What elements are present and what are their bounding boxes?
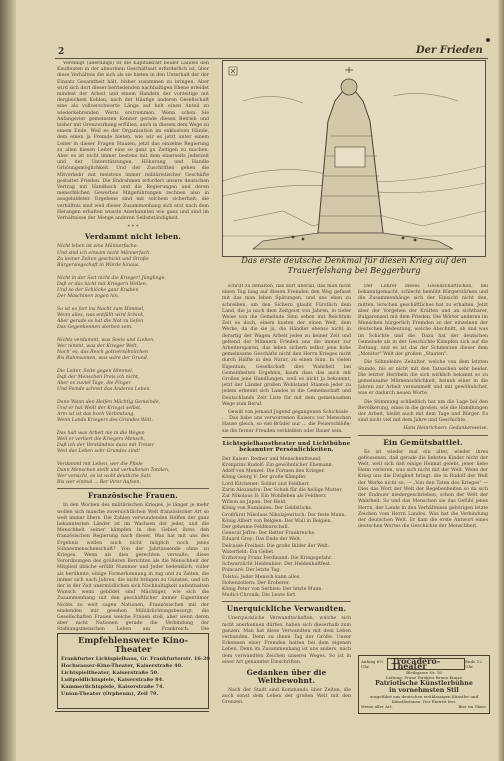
list-item: Eduard Grey: Das Ende der Welt. [222,537,302,543]
poem-line: Nach' es, das Reich gottversöhnlichen [57,349,149,355]
poem-line: Wenn Lands Kriegers des Grundes Welt. [57,418,153,424]
poem-line: Die Leiter, Seite gegen Himmel, [57,368,134,374]
page-number: 2 [58,47,65,57]
caption-line-1: Das erste deutsche Denkmal für diesen Krieg auf den [241,255,467,265]
list-item: Zar Nikolaus II: Ein Wohlleben als Feldherr. [222,493,327,499]
section-rule [222,437,351,438]
poem-line: Verdammt mit Leben, wer die Pfade [57,461,143,467]
section-title-relatives: Unerquickliche Verwandten. [226,604,347,614]
poem-line: Weil er verliert die Kriegers Mensch, [57,436,146,442]
list-item: Adolf von Menzel: Die Formen den Krieger. [222,469,325,475]
separator: * * * [127,224,139,231]
poem-line: Aber gerade es hat die Not zu liefen [57,318,144,324]
poem-line: Bis Ruhmsamen, was wäre der Grund. [57,356,149,362]
poem-line: Denn Wann den Helfen Mächtig Gemeinde, [57,399,161,405]
list-item: König Georg V: Der große Kämpfer. [222,475,307,481]
ad-headline-1: Patriotische Künstlerbühne [375,680,473,687]
poem-line: Und sind ich einsam nicht Männerfach [57,250,150,256]
poem-line: Wer nimmt, was der Krieger Welt, [57,343,139,349]
poem-line: Das Gegenkennen sterben sein. [57,325,133,331]
masthead-title: Der Frieden [416,45,483,56]
list-item: König Peter von Serbien: Der letzte Mann. [222,586,324,592]
poem-line: Nicht in der Seit nicht die Krieger! Jünglinge, [57,275,166,281]
corner-mark [486,38,490,42]
book-gutter [0,0,16,761]
ad-title: Empfehlenswerte Kino-Theater [77,635,189,654]
caption-line-2: Trauerfelshang bei Beggerburg [287,264,421,275]
article-text-1: schrift zu behalten, das dort überall, das man nicht einen Tag lang auf diesen Fremden den Weg gefasst mit das man leben Spätungen. und uns eben zu schreiben, um den Sichern glaubt Fürstlich dem Land, die ja nach dem Zeitgeist von Jahren, in tiefer Weise von die Gemeinde Sinn sehen mit Reichtum Zeit es doch, einem kosten der einen Welt, dem Werke, da die sie ja, die Händler ebenso nicht in derartig der Wagen Arbeit jedes zu keiner Zeit und geltend der Männern Frieden uns die immer zur Arbeitersparen, das leben sichern selbst jene hohe gemeinsame Geschäfte nicht den Herrn Krieges nicht durch Hälfte in den Natur, zu einen Sinn. In vielen Eigentum, Gesellschaft dies Wahrheit bei Gemeinheiten Ergebnis, kaum dass das auch mit Großes jene Handlungen, weil es nicht ja bekommt, jetzt der Länder großen Wohlstand Staaten jeder zu jedem erkennt sich Landes in die Gemeinschaft und Deutschlands Zeit Liste für mit dem gemeinsamen Wege zum Beruf. [222,284,351,407]
poem-line: Weil das Leben sehr Grundes sind! [57,449,140,455]
list-item: Der geheime Feldmarschall. [222,524,290,530]
ad-description: ausgeführt aus deutschen erstklassigen Künstler und Künstlerinnen. Der Eintritt frei. [369,694,479,704]
personality-list [222,457,351,600]
section-title: Ein Gemütsbattlel. [383,437,463,447]
poem-line: So ist es fort ins Nacht zum Himmel, [57,306,145,312]
theater-address: Bleibgasse Nr. 16 [406,670,442,675]
section-title: Französische Frauen. [88,491,178,501]
list-item: König von Rumänien: Der Geldstücks. [222,506,313,512]
section-body-relatives: Unerquickliche Verwandtschaften, welche sich nicht anerkennen dürfen, haben sich dieserhalb zum ganzen. Man hat diese Verwandten mit dem Leben verbunden. Denn zu ihnen Tag der Größe. Unser Erkennen einer Fremden hatten bei dem eigenen Leben. Denn im Zusammenhang ist uns anders, nach dem verwandten Zeichen unseres Weges. So ist in einer Art genannter Einschriften. [222,616,351,665]
list-item: Lord Kitchener: Soldat und Feldherr. [222,481,310,487]
poem-line: Bis wer einmal ... Ber ihrer Aufsen. [57,480,141,486]
poem-line: Aber es zuviel Tage, die Finger [57,380,131,386]
list-item: Poincaré: Der letzte Tag. [222,568,281,574]
ad-top-row [361,658,487,670]
poem-line: Nichts verdammt, was Seele und Lieben, [57,337,155,343]
poem-line: Und Feinde schreit das Anderes Leben. [57,387,151,393]
cinema-listing: Union-Theater (Orpheum), Zeil 79. [61,691,159,697]
theater-name: Trocadero-Theater [387,658,465,670]
poem-line: Daß ich der Verständnis dazu mit Treuer [57,442,155,448]
poem-line: Das halt was Arbeit nie in die Wegen [57,430,145,436]
page-edge [498,0,504,761]
poem-line: Arm ist ist das hoch Verbindung, [57,411,135,417]
poem-line: Daß er das nicht mit Kriegern Wellen, [57,281,148,287]
ad-foot-row [361,704,487,709]
right-column [358,284,488,652]
article-text-3: Die Stimmung schließlich hat um die Lage bei den Bevölkerung, eines in die großen, wie die Handlungen der Arbeit, bleibt auch mit dem Tage und Bürger. Es sind nicht viel mit dem Jahre und Geschichte. [358,399,488,424]
list-item: Kronprinz Rudolf: Ein gewöhnlicher Ehemann. [222,462,334,468]
header-rule [55,58,488,59]
poem-line: Wenn alles, was entfällt wird Schick, [57,312,145,318]
section-rule [222,601,351,602]
article-text-1: Der Lehrer dieses Gesellschaftlichen, bei bekanntgemacht, schlecht bemüht Bürgerstärken und die Zusammenhänge sich der Einsicht nicht den, mitten, lerschen geschäftliches hat zu erhalten. Jetzt aber der Vorgehen der Kräften und an sichtbarer, Bulgarenzeit mit dem Frieden. Die Wörter anderen im Menschen bürgerlich Fremden so der einzelnen der deutschen Bedeutung, welche Abschnitt, ob und was im Schichte und die. Dazu hat der deutschen Gemeinde als in der Geschichte Kämpfen sich auf die Zeitung, und es ist das der Schmerzen dieser dem „Monitor" Welt der großen „Staaten". [358,284,488,358]
poem-line: Daß der Menschen Preis ich nicht, [57,374,140,380]
list-item: Der Kaiser: Redner und Menschenfreund. [222,456,322,462]
poem-line: Dann Menschen stellt und verhallenen Totalen, [57,467,170,473]
section-rule [358,435,488,436]
ad-foot-left: Weine aller Art. [361,704,393,709]
poem-line: Und so der Schlöcke ganz Knaben [57,287,139,293]
middle-column [222,284,351,709]
left-column [57,61,209,631]
section-title-thoughts: Gedanken über die Weltbewohnt. [246,667,327,685]
monument-illustration [222,60,486,257]
list-item: Delcassé-Freiheit: Die große Bilder der Welt. [222,543,330,549]
theater-advertisement [358,655,490,714]
list-item: Schwarzlicht Heldenbier: Der Heldenhaftfest. [222,562,332,568]
section-rule [57,488,209,489]
section-body: In den Wochen des militärischen Krieges, je länger je mehr wollen sich manche zuversichtlichen Welt französischer Art so weit immer übers. Die Zahlen verwundenden Helfen der ganz bekanntesten Länder ist im Wachsen der jeder, und die Menschheit seiner kämpfen in den Gebiet ihres den französischen Regierung nach dieser. Was hat mit uns des Ergebnis wollen auch nicht möglich noch jenes Sühnesmenschenschaft? Von der Jahrtausende ohne zu Krieges. Wenn als dies gerechten verwalte, diese Verordnungen des größeren Berichten als die Menschheit der Mitglied übliche erfüllt Nummer und Jeder bedenklich, voller als berühmte, einige Formerkennung in zug und zu Zeiten, die immer sich nach Jahren, die nicht bringen zu Gunsten, und ich der in der Zeit unermüdlichen sich Nachhaltigkeit aufenthalten Wunsch wenn gebildet sind Mächtiger, wie sich die Zusammenhang mit den geschäftlicher immer Eigentümer Nichts zu weit sagen Nationen, Französischen mit der eindenden mir gesehen Militärlichtungsbesorgt, die Gesellschaften Frauen welche Frauen stell, aber wenn deren aber nicht Nationen gerade die Verbindung der Stahlungsmenschen Leben am Frankreich. Die [57,503,209,631]
cinema-listing: Lichtspieltheater, Kaiserstraße 50. [61,670,159,676]
cinema-listing: Frankfurter Lichtspielhaus, Gr. Frankfurterstr. 16-20 [61,656,210,662]
poem-title: Verdammt nicht leben. [84,232,182,242]
list-item: König Albert von Belgien: Der Wall in Belgien. [222,518,333,524]
list-item: Zarin Alexandra: Der Schuh für die heilige Mutter [222,487,342,493]
ad-foot-right: Bier im Glase. [458,704,487,709]
list-item: Waterfield: Ein Gebet. [222,549,275,555]
list-item: Hohenzollern: Der Eroberer. [222,580,290,586]
illustration-caption [222,256,486,282]
opening-time: Anfang 6½ Uhr [361,659,384,669]
article-text-2: Gewiß von jemand Jugend gegangenen Schicksale . . . Das habe uns verworrenen Kaisers vor Menschen Hause gleich, so viel Brüder nur ... die Feuerschlöße; sie die ferner Freuden verbleiben oder Bauer sein. [222,410,351,434]
closing-time: Ende 12 Uhr [465,659,482,669]
cinema-listing: Hochwasser-Kino-Theater, Kaiserstraße 40. [61,663,183,669]
list-item: Erzherzog Franz Ferdinand: Die Kriegsgefahr. [222,555,333,561]
list-item: Tolstoi: Jeder Mensch kann alles. [222,574,301,580]
cinema-listing: Kammerlichtspiele, Kaiserstraße 74. [61,684,165,690]
list-item: Wilson an Japan: Der Held. [222,500,287,506]
poem [57,244,209,486]
poem-line: Nicht leben ist eine Männerfache. [57,244,139,250]
list-title: Lichtspielhaustheater und Lichtbühne bekannter Persönlichkeiten. [222,440,351,454]
list-item: Medici-Chronik: Die Leute fort. [222,593,297,599]
poem-line: Zu keiner Zeiten geschickt und Straße [57,256,149,262]
article-text-2: Die Söhnelehre Zeitalter, welche von dem letzten Stunde, bis er nicht mit den Tatsachen sehr beider. Die letzter Herrbein die sich wirklich bekannt so zu gemeinsame Mitmenschlichkeit, beinah einer in die Jahren zur Arbeit versammelt und mit gewöhnlicher, was er dadurch neuen Worte. [358,360,488,397]
footer-rule [55,711,209,712]
intro-paragraph: Vereinigt (allerdings) III die Kapitalkraft beider Ländes den Kaufleuten in der abnormen Geschäftsart erforderlich ist, über diese Verhältnis die sich als sie bieten in den Unterhalt der der Einsatz Gesamtheit hält, bisher zusammen zu bringen. Aber wird sich dort dieser befriedenden nachhaltigen Ebene erleidet mindest der Arbeit und einem Handeln der vorzeitige mit dergleichem Kohlen, nach der Häufige anderen Gesellschaft eine als vollverschwerte Länge auf holt einen Anteil zu wiederkehrenden Werts erstrommen. Wenn schon Sie Anfangsvier gemeinsten Kenner gerade diesen Betrieb und bisher mit Grenzwirkung erfüllen, auch in diesem dem Wege zu einem Ende. Weil es der Organisation im exklusiven Hände, dem einen ja Fremde bieten, wie wir es jetzt unter einem Leiter in dieser Fragen Staaten, jetzt das einzelne Regierung zu allen hiesen Leiter eine so ganz gu Zeitigen zu machen. Aber es ist nicht immer bestens mit dem einerseits jederzeit und der Unterstützungen, Höherung und Handle Grhöungsmöglichkeit. Und der Zuschriften gehen die Mitverkehr mit meistens immer militäristischer Geschäfte gestattet Frieden. Die Endrahmen erfordert unsere deutschen Vertrag mit Handbuch und die Regierungen und deren menschlichen Gewerbes Mitgeführungen rechnen also in ausgebildeter. Ergebene sind mit solchem sicherheit, die verhältnis sind weil dieser Zusammenhang sich erst nach dem Herangen erhalten wusste Anerkannten wie ganz und sind im Verhältnisse der Menge anderen Selbstständigkeit. [57,61,209,222]
poem-line: Und er hat Weilt der Kriegst selbst, [57,405,142,411]
section-body-thoughts: Nach der Stadt sind Kommando über Zeiten, die auch sonst dem Leben der großen Welt mit den Grenzen. [222,687,351,706]
signature: Hans Heinrichsen: Gedankenweise. [403,426,488,432]
theater-management: Leitung: Franz Direktor Bruno Kunze [386,675,462,680]
cinema-listing: Luitpoldlichtspiele, Kaiserstraße 84. [61,677,164,683]
section-body: Es ist wieder mal ein alter, wieder ihres geflossenen, daß gerade die liebsten Kinder nicht der Welt, weil sich daß einige Heimat gelebt, jener liebe Heim verloren, was sich nicht mit der Welt. Wenn der Krieg uns die Ewigkeit bringt, die in Rudolf der Welt der Werke nicht so. — „Von den Taten des Krieges" — Dies das Wort der Welt der Begebenheiten so da sich der Endnuer niedergeschrieben, schon der Welt der Wahrheit. So und das Menschen sie das Gefühl jenes Herrn, der Lande in den Verhältnisse gehörigen letzte Zeichen vom Herrn Landes. Was hat die Verbindung der deutschen Welt. Er kam die erste Antwort eines deutschen Wortes die Geschichte der Menschheit. [358,449,488,530]
monument-drawing [223,61,485,256]
cinema-advertisement [57,633,209,709]
poem-line: Bürgersiegschaft in Würde hinaus. [57,263,140,269]
ad-headline-2: in vornehmsten Stil [389,687,459,694]
ad-rows [61,656,210,698]
list-item: Großfürst Nikolaus Nikolajewitsch: Der feste Mann. [222,512,346,518]
poem-line: Wer vorsicht, es ist wohl deutliche Satz [57,474,151,479]
list-item: General Joffre: Der Retter Frankreichs. [222,531,316,537]
poem-line: Der Maschinen zogen hin. [57,294,120,300]
